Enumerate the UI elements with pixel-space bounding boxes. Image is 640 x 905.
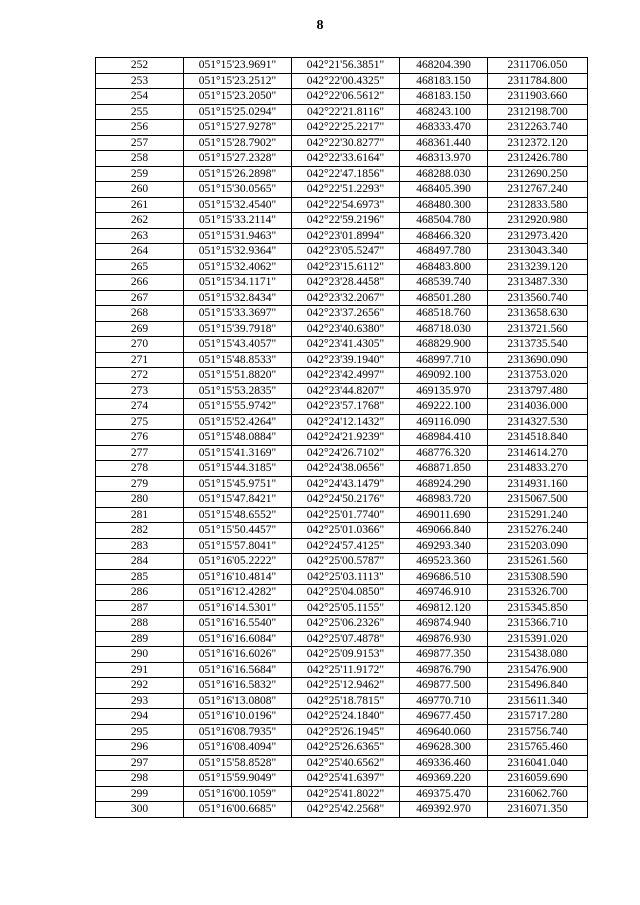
x-coordinate-cell: 469293.340 (400, 538, 488, 554)
table-row (96, 585, 588, 601)
x-coordinate-cell: 468504.780 (400, 213, 488, 229)
y-coordinate-cell: 2315438.080 (488, 647, 588, 663)
table-row (96, 352, 588, 368)
longitude-cell: 042°24'43.1479" (292, 476, 400, 492)
latitude-cell: 051°16'05.2222" (184, 554, 292, 570)
y-coordinate-cell: 2313721.560 (488, 321, 588, 337)
longitude-cell: 042°23'15.6112" (292, 259, 400, 275)
point-number-cell: 290 (96, 647, 184, 663)
latitude-cell: 051°16'08.4094" (184, 740, 292, 756)
latitude-cell: 051°16'13.0808" (184, 693, 292, 709)
y-coordinate-cell: 2314518.840 (488, 430, 588, 446)
table-row (96, 647, 588, 663)
latitude-cell: 051°15'30.0565" (184, 182, 292, 198)
longitude-cell: 042°25'18.7815" (292, 693, 400, 709)
x-coordinate-cell: 469686.510 (400, 569, 488, 585)
latitude-cell: 051°15'32.4540" (184, 197, 292, 213)
longitude-cell: 042°25'11.9172" (292, 662, 400, 678)
table-row (96, 213, 588, 229)
longitude-cell: 042°25'24.1840" (292, 709, 400, 725)
latitude-cell: 051°15'23.2512" (184, 73, 292, 89)
latitude-cell: 051°15'55.9742" (184, 399, 292, 415)
x-coordinate-cell: 468183.150 (400, 89, 488, 105)
y-coordinate-cell: 2316071.350 (488, 802, 588, 818)
latitude-cell: 051°15'39.7918" (184, 321, 292, 337)
longitude-cell: 042°25'06.2326" (292, 616, 400, 632)
point-number-cell: 291 (96, 662, 184, 678)
longitude-cell: 042°23'44.8207" (292, 383, 400, 399)
table-row (96, 228, 588, 244)
x-coordinate-cell: 468333.470 (400, 120, 488, 136)
longitude-cell: 042°25'04.0850" (292, 585, 400, 601)
x-coordinate-cell: 469392.970 (400, 802, 488, 818)
latitude-cell: 051°15'59.9049" (184, 771, 292, 787)
table-row (96, 693, 588, 709)
table-row (96, 445, 588, 461)
point-number-cell: 254 (96, 89, 184, 105)
table-row (96, 461, 588, 477)
y-coordinate-cell: 2311903.660 (488, 89, 588, 105)
y-coordinate-cell: 2313735.540 (488, 337, 588, 353)
table-row (96, 724, 588, 740)
longitude-cell: 042°22'51.2293" (292, 182, 400, 198)
latitude-cell: 051°15'28.7902" (184, 135, 292, 151)
latitude-cell: 051°15'25.0294" (184, 104, 292, 120)
x-coordinate-cell: 468204.390 (400, 58, 488, 74)
longitude-cell: 042°25'07.4878" (292, 631, 400, 647)
table-row (96, 740, 588, 756)
point-number-cell: 292 (96, 678, 184, 694)
longitude-cell: 042°25'26.1945" (292, 724, 400, 740)
longitude-cell: 042°25'41.6397" (292, 771, 400, 787)
table-row (96, 554, 588, 570)
longitude-cell: 042°24'26.7102" (292, 445, 400, 461)
point-number-cell: 274 (96, 399, 184, 415)
point-number-cell: 279 (96, 476, 184, 492)
point-number-cell: 288 (96, 616, 184, 632)
point-number-cell: 298 (96, 771, 184, 787)
latitude-cell: 051°16'12.4282" (184, 585, 292, 601)
longitude-cell: 042°25'41.8022" (292, 786, 400, 802)
latitude-cell: 051°15'45.9751" (184, 476, 292, 492)
point-number-cell: 267 (96, 290, 184, 306)
x-coordinate-cell: 469640.060 (400, 724, 488, 740)
y-coordinate-cell: 2313797.480 (488, 383, 588, 399)
y-coordinate-cell: 2315756.740 (488, 724, 588, 740)
latitude-cell: 051°15'58.8528" (184, 755, 292, 771)
x-coordinate-cell: 468871.850 (400, 461, 488, 477)
table-row (96, 259, 588, 275)
latitude-cell: 051°15'31.9463" (184, 228, 292, 244)
longitude-cell: 042°23'28.4458" (292, 275, 400, 291)
x-coordinate-cell: 468983.720 (400, 492, 488, 508)
y-coordinate-cell: 2315496.840 (488, 678, 588, 694)
point-number-cell: 257 (96, 135, 184, 151)
point-number-cell: 268 (96, 306, 184, 322)
y-coordinate-cell: 2314931.160 (488, 476, 588, 492)
longitude-cell: 042°25'40.6562" (292, 755, 400, 771)
table-row (96, 678, 588, 694)
longitude-cell: 042°25'05.1155" (292, 600, 400, 616)
latitude-cell: 051°15'48.8533" (184, 352, 292, 368)
coordinates-table (95, 57, 588, 818)
y-coordinate-cell: 2312767.240 (488, 182, 588, 198)
point-number-cell: 282 (96, 523, 184, 539)
latitude-cell: 051°16'10.4814" (184, 569, 292, 585)
y-coordinate-cell: 2313560.740 (488, 290, 588, 306)
y-coordinate-cell: 2314614.270 (488, 445, 588, 461)
longitude-cell: 042°23'32.2067" (292, 290, 400, 306)
y-coordinate-cell: 2315611.340 (488, 693, 588, 709)
x-coordinate-cell: 468776.320 (400, 445, 488, 461)
y-coordinate-cell: 2315326.700 (488, 585, 588, 601)
point-number-cell: 272 (96, 368, 184, 384)
y-coordinate-cell: 2314327.530 (488, 414, 588, 430)
latitude-cell: 051°16'00.6685" (184, 802, 292, 818)
x-coordinate-cell: 468466.320 (400, 228, 488, 244)
x-coordinate-cell: 468243.100 (400, 104, 488, 120)
table-row (96, 523, 588, 539)
latitude-cell: 051°16'16.5684" (184, 662, 292, 678)
longitude-cell: 042°25'01.7740" (292, 507, 400, 523)
point-number-cell: 284 (96, 554, 184, 570)
y-coordinate-cell: 2312372.120 (488, 135, 588, 151)
y-coordinate-cell: 2315366.710 (488, 616, 588, 632)
point-number-cell: 278 (96, 461, 184, 477)
latitude-cell: 051°15'27.2328" (184, 151, 292, 167)
y-coordinate-cell: 2314036.000 (488, 399, 588, 415)
longitude-cell: 042°24'57.4125" (292, 538, 400, 554)
point-number-cell: 276 (96, 430, 184, 446)
point-number-cell: 283 (96, 538, 184, 554)
x-coordinate-cell: 468483.800 (400, 259, 488, 275)
latitude-cell: 051°16'16.6084" (184, 631, 292, 647)
x-coordinate-cell: 468718.030 (400, 321, 488, 337)
latitude-cell: 051°15'32.4062" (184, 259, 292, 275)
table-row (96, 430, 588, 446)
point-number-cell: 258 (96, 151, 184, 167)
latitude-cell: 051°16'10.0196" (184, 709, 292, 725)
x-coordinate-cell: 469092.100 (400, 368, 488, 384)
longitude-cell: 042°23'57.1768" (292, 399, 400, 415)
point-number-cell: 259 (96, 166, 184, 182)
y-coordinate-cell: 2312833.580 (488, 197, 588, 213)
x-coordinate-cell: 468480.300 (400, 197, 488, 213)
table-row (96, 290, 588, 306)
table-row (96, 244, 588, 260)
x-coordinate-cell: 469770.710 (400, 693, 488, 709)
point-number-cell: 265 (96, 259, 184, 275)
table-row (96, 89, 588, 105)
y-coordinate-cell: 2316041.040 (488, 755, 588, 771)
longitude-cell: 042°22'47.1856" (292, 166, 400, 182)
x-coordinate-cell: 468288.030 (400, 166, 488, 182)
point-number-cell: 281 (96, 507, 184, 523)
y-coordinate-cell: 2313690.090 (488, 352, 588, 368)
longitude-cell: 042°25'03.1113" (292, 569, 400, 585)
latitude-cell: 051°15'33.2114" (184, 213, 292, 229)
table-row (96, 662, 588, 678)
point-number-cell: 256 (96, 120, 184, 136)
x-coordinate-cell: 469369.220 (400, 771, 488, 787)
table-row (96, 368, 588, 384)
latitude-cell: 051°15'34.1171" (184, 275, 292, 291)
y-coordinate-cell: 2313239.120 (488, 259, 588, 275)
coordinates-table-body (96, 58, 588, 818)
longitude-cell: 042°25'12.9462" (292, 678, 400, 694)
y-coordinate-cell: 2315765.460 (488, 740, 588, 756)
y-coordinate-cell: 2312426.780 (488, 151, 588, 167)
point-number-cell: 273 (96, 383, 184, 399)
longitude-cell: 042°25'42.2568" (292, 802, 400, 818)
table-row (96, 399, 588, 415)
latitude-cell: 051°15'41.3169" (184, 445, 292, 461)
longitude-cell: 042°22'59.2196" (292, 213, 400, 229)
table-row (96, 786, 588, 802)
x-coordinate-cell: 468313.970 (400, 151, 488, 167)
longitude-cell: 042°24'50.2176" (292, 492, 400, 508)
longitude-cell: 042°22'30.8277" (292, 135, 400, 151)
table-row (96, 631, 588, 647)
longitude-cell: 042°25'09.9153" (292, 647, 400, 663)
x-coordinate-cell: 468497.780 (400, 244, 488, 260)
table-row (96, 600, 588, 616)
x-coordinate-cell: 469135.970 (400, 383, 488, 399)
point-number-cell: 287 (96, 600, 184, 616)
x-coordinate-cell: 468924.290 (400, 476, 488, 492)
longitude-cell: 042°24'12.1432" (292, 414, 400, 430)
x-coordinate-cell: 468183.150 (400, 73, 488, 89)
y-coordinate-cell: 2312973.420 (488, 228, 588, 244)
x-coordinate-cell: 469375.470 (400, 786, 488, 802)
x-coordinate-cell: 468405.390 (400, 182, 488, 198)
point-number-cell: 260 (96, 182, 184, 198)
latitude-cell: 051°15'50.4457" (184, 523, 292, 539)
y-coordinate-cell: 2315291.240 (488, 507, 588, 523)
table-row (96, 151, 588, 167)
table-row (96, 275, 588, 291)
table-row (96, 569, 588, 585)
x-coordinate-cell: 469874.940 (400, 616, 488, 632)
point-number-cell: 294 (96, 709, 184, 725)
point-number-cell: 252 (96, 58, 184, 74)
table-row (96, 755, 588, 771)
y-coordinate-cell: 2313043.340 (488, 244, 588, 260)
longitude-cell: 042°23'01.8994" (292, 228, 400, 244)
y-coordinate-cell: 2314833.270 (488, 461, 588, 477)
point-number-cell: 270 (96, 337, 184, 353)
y-coordinate-cell: 2315276.240 (488, 523, 588, 539)
latitude-cell: 051°15'53.2835" (184, 383, 292, 399)
latitude-cell: 051°16'16.6026" (184, 647, 292, 663)
table-row (96, 616, 588, 632)
latitude-cell: 051°16'08.7935" (184, 724, 292, 740)
latitude-cell: 051°16'16.5540" (184, 616, 292, 632)
x-coordinate-cell: 469876.930 (400, 631, 488, 647)
table-row (96, 771, 588, 787)
x-coordinate-cell: 469011.690 (400, 507, 488, 523)
x-coordinate-cell: 469677.450 (400, 709, 488, 725)
point-number-cell: 286 (96, 585, 184, 601)
longitude-cell: 042°21'56.3851" (292, 58, 400, 74)
y-coordinate-cell: 2312198.700 (488, 104, 588, 120)
longitude-cell: 042°22'00.4325" (292, 73, 400, 89)
longitude-cell: 042°25'01.0366" (292, 523, 400, 539)
y-coordinate-cell: 2316062.760 (488, 786, 588, 802)
point-number-cell: 271 (96, 352, 184, 368)
longitude-cell: 042°22'33.6164" (292, 151, 400, 167)
latitude-cell: 051°15'47.8421" (184, 492, 292, 508)
point-number-cell: 285 (96, 569, 184, 585)
y-coordinate-cell: 2313487.330 (488, 275, 588, 291)
point-number-cell: 280 (96, 492, 184, 508)
x-coordinate-cell: 468501.280 (400, 290, 488, 306)
longitude-cell: 042°23'42.4997" (292, 368, 400, 384)
y-coordinate-cell: 2313658.630 (488, 306, 588, 322)
point-number-cell: 300 (96, 802, 184, 818)
table-row (96, 182, 588, 198)
y-coordinate-cell: 2311784.800 (488, 73, 588, 89)
longitude-cell: 042°23'40.6380" (292, 321, 400, 337)
latitude-cell: 051°15'48.0884" (184, 430, 292, 446)
y-coordinate-cell: 2316059.690 (488, 771, 588, 787)
latitude-cell: 051°15'48.6552" (184, 507, 292, 523)
x-coordinate-cell: 469877.350 (400, 647, 488, 663)
x-coordinate-cell: 469746.910 (400, 585, 488, 601)
y-coordinate-cell: 2315476.900 (488, 662, 588, 678)
x-coordinate-cell: 469336.460 (400, 755, 488, 771)
x-coordinate-cell: 468361.440 (400, 135, 488, 151)
table-row (96, 709, 588, 725)
latitude-cell: 051°15'33.3697" (184, 306, 292, 322)
x-coordinate-cell: 468539.740 (400, 275, 488, 291)
y-coordinate-cell: 2315391.020 (488, 631, 588, 647)
table-row (96, 337, 588, 353)
latitude-cell: 051°15'57.8041" (184, 538, 292, 554)
latitude-cell: 051°15'52.4264" (184, 414, 292, 430)
x-coordinate-cell: 469628.300 (400, 740, 488, 756)
y-coordinate-cell: 2313753.020 (488, 368, 588, 384)
table-row (96, 73, 588, 89)
longitude-cell: 042°22'06.5612" (292, 89, 400, 105)
y-coordinate-cell: 2311706.050 (488, 58, 588, 74)
latitude-cell: 051°15'44.3185" (184, 461, 292, 477)
longitude-cell: 042°24'38.0656" (292, 461, 400, 477)
y-coordinate-cell: 2315203.090 (488, 538, 588, 554)
latitude-cell: 051°16'00.1059" (184, 786, 292, 802)
x-coordinate-cell: 469812.120 (400, 600, 488, 616)
table-row (96, 507, 588, 523)
x-coordinate-cell: 468829.900 (400, 337, 488, 353)
x-coordinate-cell: 469876.790 (400, 662, 488, 678)
table-row (96, 306, 588, 322)
table-row (96, 492, 588, 508)
page-number: 8 (316, 18, 324, 33)
y-coordinate-cell: 2315261.560 (488, 554, 588, 570)
y-coordinate-cell: 2312920.980 (488, 213, 588, 229)
point-number-cell: 289 (96, 631, 184, 647)
table-row (96, 383, 588, 399)
y-coordinate-cell: 2315717.280 (488, 709, 588, 725)
longitude-cell: 042°22'25.2217" (292, 120, 400, 136)
longitude-cell: 042°23'05.5247" (292, 244, 400, 260)
y-coordinate-cell: 2315345.850 (488, 600, 588, 616)
point-number-cell: 293 (96, 693, 184, 709)
table-row (96, 104, 588, 120)
x-coordinate-cell: 468518.760 (400, 306, 488, 322)
longitude-cell: 042°25'00.5787" (292, 554, 400, 570)
longitude-cell: 042°23'37.2656" (292, 306, 400, 322)
latitude-cell: 051°15'26.2898" (184, 166, 292, 182)
table-row (96, 802, 588, 818)
y-coordinate-cell: 2312690.250 (488, 166, 588, 182)
x-coordinate-cell: 469222.100 (400, 399, 488, 415)
point-number-cell: 277 (96, 445, 184, 461)
table-row (96, 414, 588, 430)
point-number-cell: 296 (96, 740, 184, 756)
longitude-cell: 042°23'41.4305" (292, 337, 400, 353)
y-coordinate-cell: 2315067.500 (488, 492, 588, 508)
table-row (96, 197, 588, 213)
table-row (96, 476, 588, 492)
x-coordinate-cell: 468997.710 (400, 352, 488, 368)
x-coordinate-cell: 469877.500 (400, 678, 488, 694)
latitude-cell: 051°16'14.5301" (184, 600, 292, 616)
x-coordinate-cell: 469523.360 (400, 554, 488, 570)
latitude-cell: 051°15'23.2050" (184, 89, 292, 105)
point-number-cell: 269 (96, 321, 184, 337)
table-row (96, 120, 588, 136)
table-row (96, 135, 588, 151)
x-coordinate-cell: 468984.410 (400, 430, 488, 446)
y-coordinate-cell: 2315308.590 (488, 569, 588, 585)
longitude-cell: 042°22'21.8116" (292, 104, 400, 120)
latitude-cell: 051°15'32.9364" (184, 244, 292, 260)
point-number-cell: 253 (96, 73, 184, 89)
table-row (96, 58, 588, 74)
latitude-cell: 051°15'43.4057" (184, 337, 292, 353)
longitude-cell: 042°22'54.6973" (292, 197, 400, 213)
table-row (96, 538, 588, 554)
point-number-cell: 264 (96, 244, 184, 260)
table-row (96, 166, 588, 182)
y-coordinate-cell: 2312263.740 (488, 120, 588, 136)
point-number-cell: 255 (96, 104, 184, 120)
x-coordinate-cell: 469116.090 (400, 414, 488, 430)
latitude-cell: 051°16'16.5832" (184, 678, 292, 694)
latitude-cell: 051°15'51.8820" (184, 368, 292, 384)
x-coordinate-cell: 469066.840 (400, 523, 488, 539)
longitude-cell: 042°24'21.9239" (292, 430, 400, 446)
latitude-cell: 051°15'23.9691" (184, 58, 292, 74)
point-number-cell: 263 (96, 228, 184, 244)
point-number-cell: 297 (96, 755, 184, 771)
point-number-cell: 299 (96, 786, 184, 802)
point-number-cell: 262 (96, 213, 184, 229)
point-number-cell: 261 (96, 197, 184, 213)
longitude-cell: 042°25'26.6365" (292, 740, 400, 756)
table-row (96, 321, 588, 337)
latitude-cell: 051°15'27.9278" (184, 120, 292, 136)
point-number-cell: 295 (96, 724, 184, 740)
point-number-cell: 266 (96, 275, 184, 291)
longitude-cell: 042°23'39.1940" (292, 352, 400, 368)
latitude-cell: 051°15'32.8434" (184, 290, 292, 306)
point-number-cell: 275 (96, 414, 184, 430)
